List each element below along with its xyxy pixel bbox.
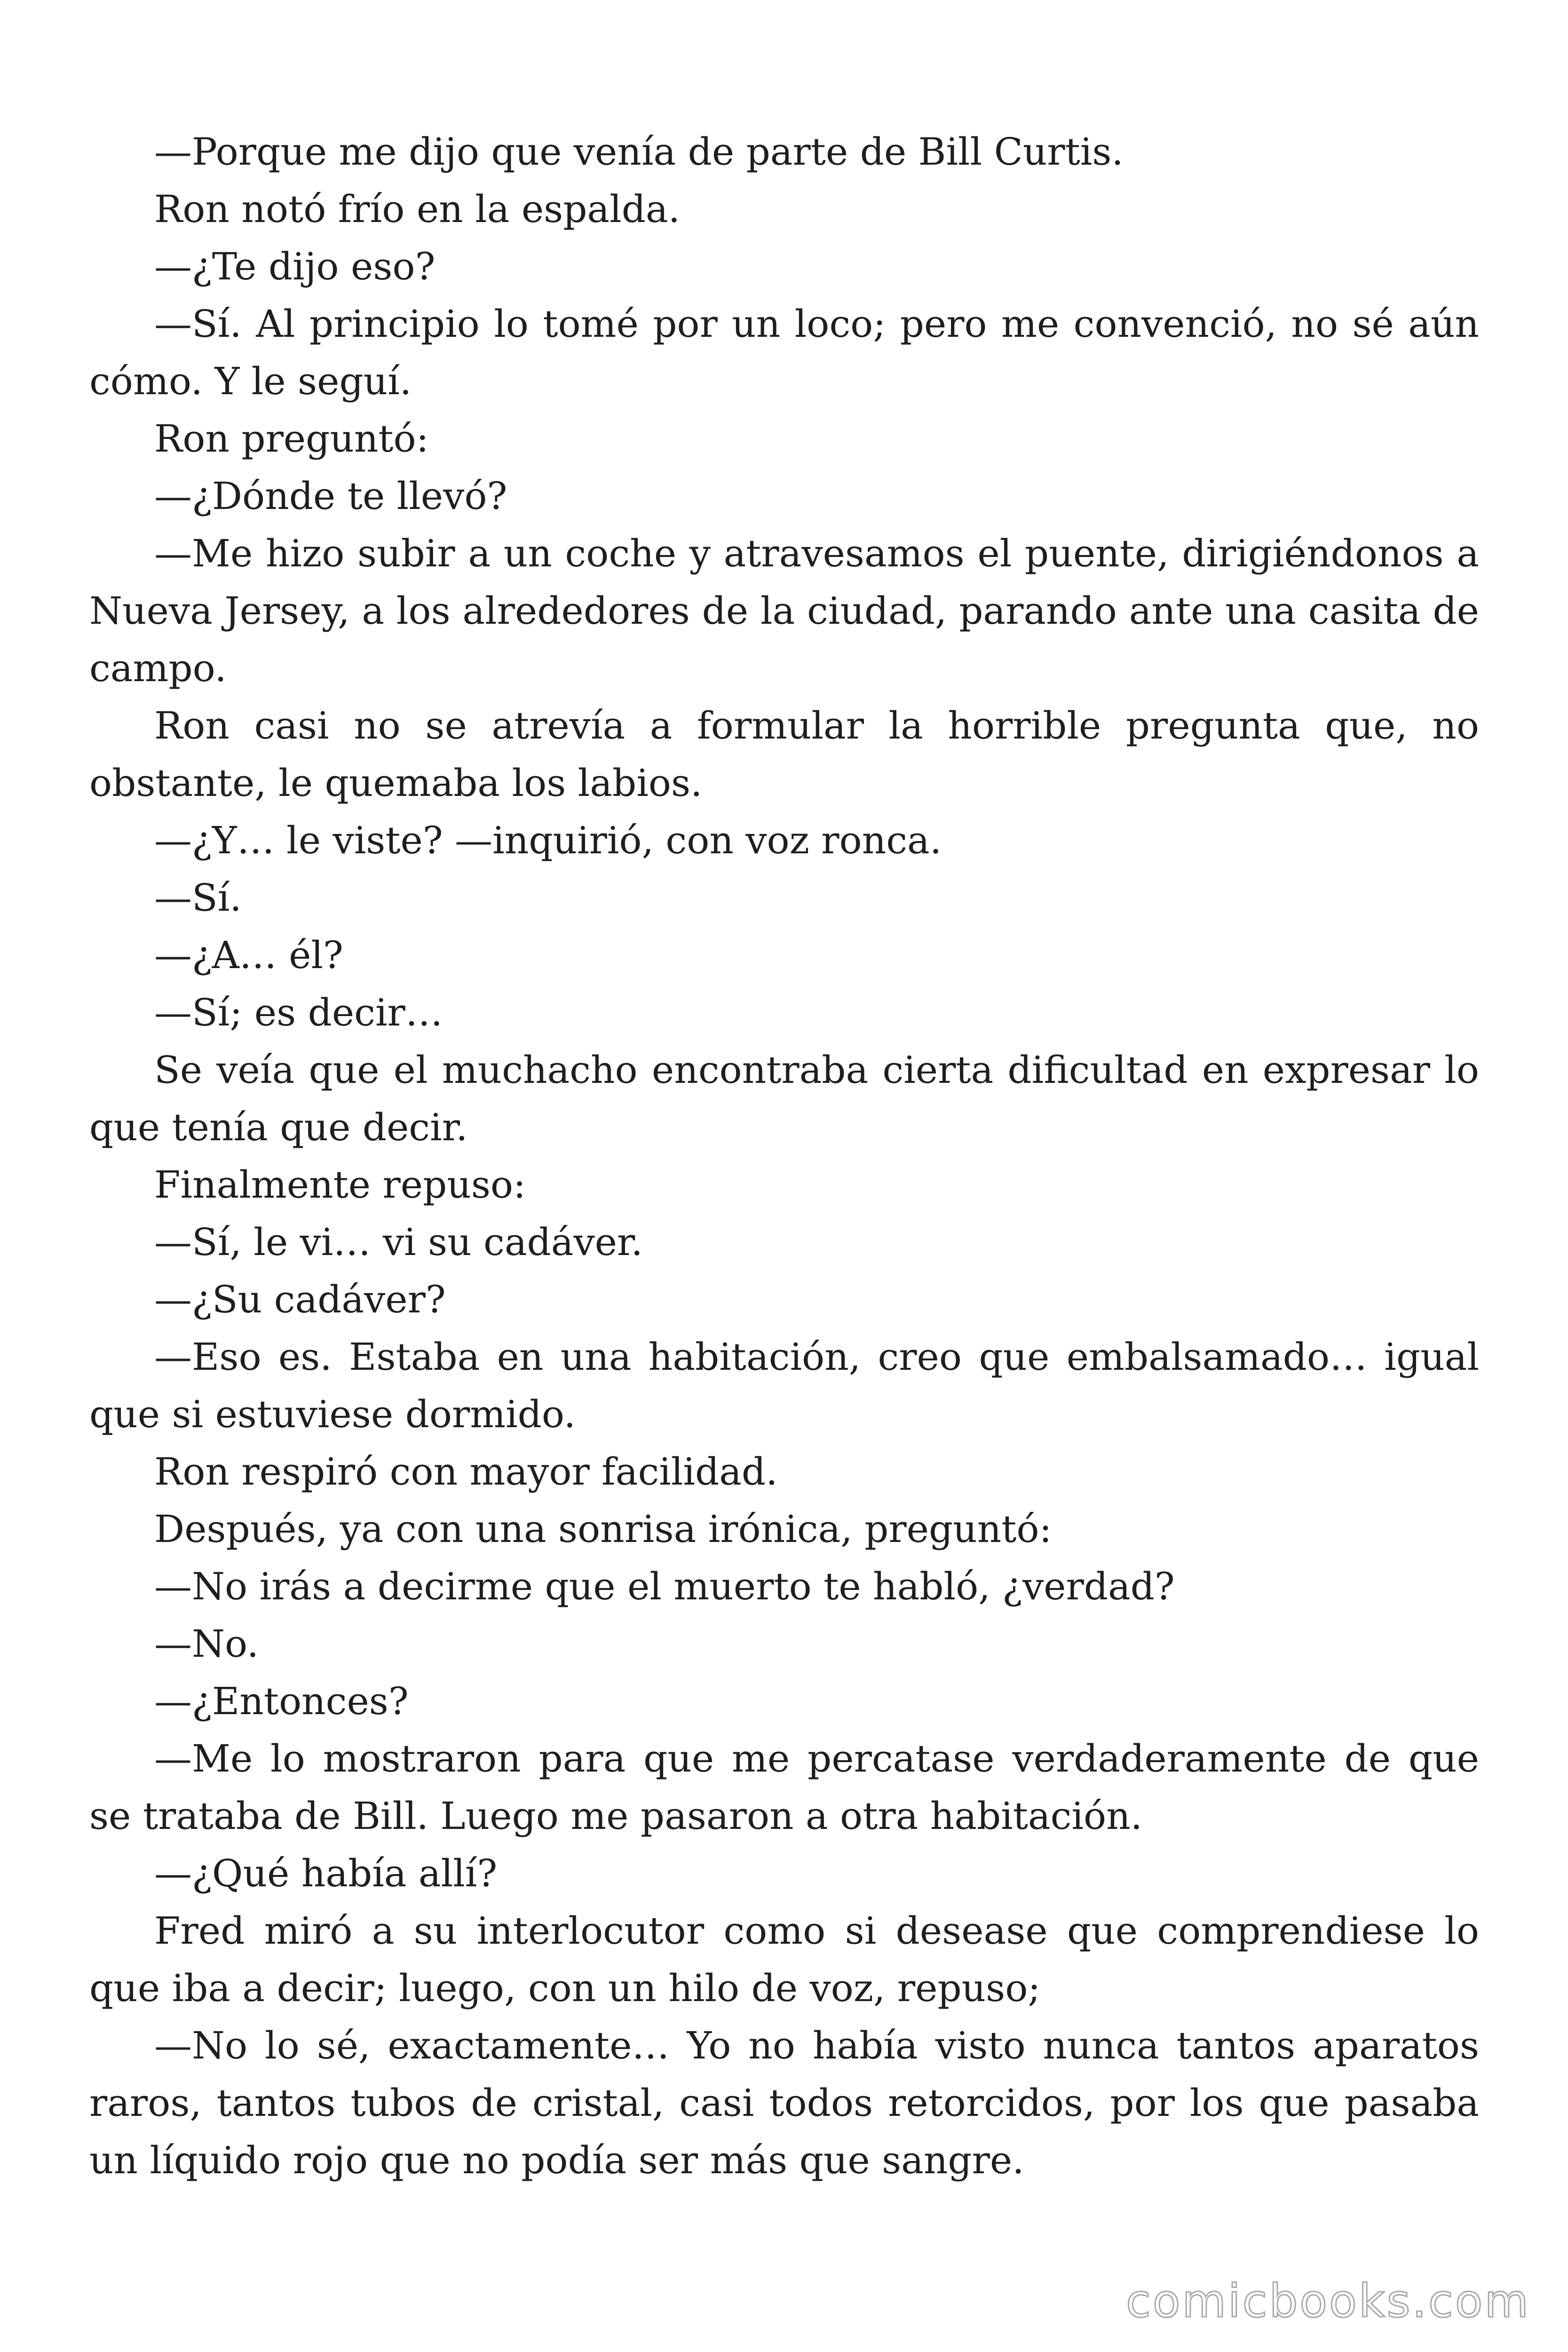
paragraph: —No irás a decirme que el muerto te habló, ¿verdad? [154, 1565, 1175, 1608]
paragraph: Ron preguntó: [154, 417, 429, 461]
paragraph: Finalmente repuso: [154, 1163, 526, 1207]
paragraph: —No lo sé, exactamente… Yo no había visto nunca tantos aparatos raros, tantos tubos de cristal, casi todos retorcidos, por los que pasaba un líquido rojo que no podía ser más que sangre. [89, 2024, 1479, 2182]
paragraph: —No. [154, 1622, 259, 1666]
paragraph: Ron notó frío en la espalda. [154, 187, 681, 231]
paragraph: —¿Dónde te llevó? [154, 474, 507, 518]
paragraph: Ron respiró con mayor facilidad. [154, 1450, 778, 1494]
paragraph: —¿Su cadáver? [154, 1278, 446, 1321]
paragraph: Fred miró a su interlocutor como si desease que comprendiese lo que iba a decir; luego, con un hilo de voz, repuso; [89, 1909, 1479, 2010]
paragraph: —Me hizo subir a un coche y atravesamos el puente, dirigiéndonos a Nueva Jersey, a los alrededores de la ciudad, parando ante una casita de campo. [89, 532, 1479, 690]
paragraph: —¿Te dijo eso? [154, 245, 436, 288]
paragraph: —Porque me dijo que venía de parte de Bill Curtis. [154, 130, 1124, 174]
watermark: comicbooks.com [1125, 2275, 1530, 2328]
paragraph: Después, ya con una sonrisa irónica, preguntó: [154, 1507, 1052, 1551]
paragraph: —Sí, le vi… vi su cadáver. [154, 1220, 643, 1264]
paragraph: —Sí. [154, 876, 242, 920]
paragraph: Se veía que el muchacho encontraba cierta dificultad en expresar lo que tenía que decir. [89, 1048, 1479, 1149]
paragraph: —¿A… él? [154, 933, 343, 977]
paragraph: —Sí; es decir… [154, 991, 443, 1034]
paragraph: —Sí. Al principio lo tomé por un loco; pero me convenció, no sé aún cómo. Y le seguí. [89, 302, 1479, 403]
paragraph: —Me lo mostraron para que me percatase verdaderamente de que se trataba de Bill. Luego me pasaron a otra habitación. [89, 1737, 1479, 1838]
paragraph: —¿Qué había allí? [154, 1851, 498, 1895]
paragraph: Ron casi no se atrevía a formular la horrible pregunta que, no obstante, le quemaba los labios. [89, 704, 1479, 805]
paragraph: —Eso es. Estaba en una habitación, creo que embalsamado… igual que si estuviese dormido. [89, 1335, 1479, 1436]
body-text [89, 123, 1479, 2189]
paragraph: —¿Entonces? [154, 1679, 409, 1723]
paragraph: —¿Y… le viste? —inquirió, con voz ronca. [154, 818, 942, 862]
